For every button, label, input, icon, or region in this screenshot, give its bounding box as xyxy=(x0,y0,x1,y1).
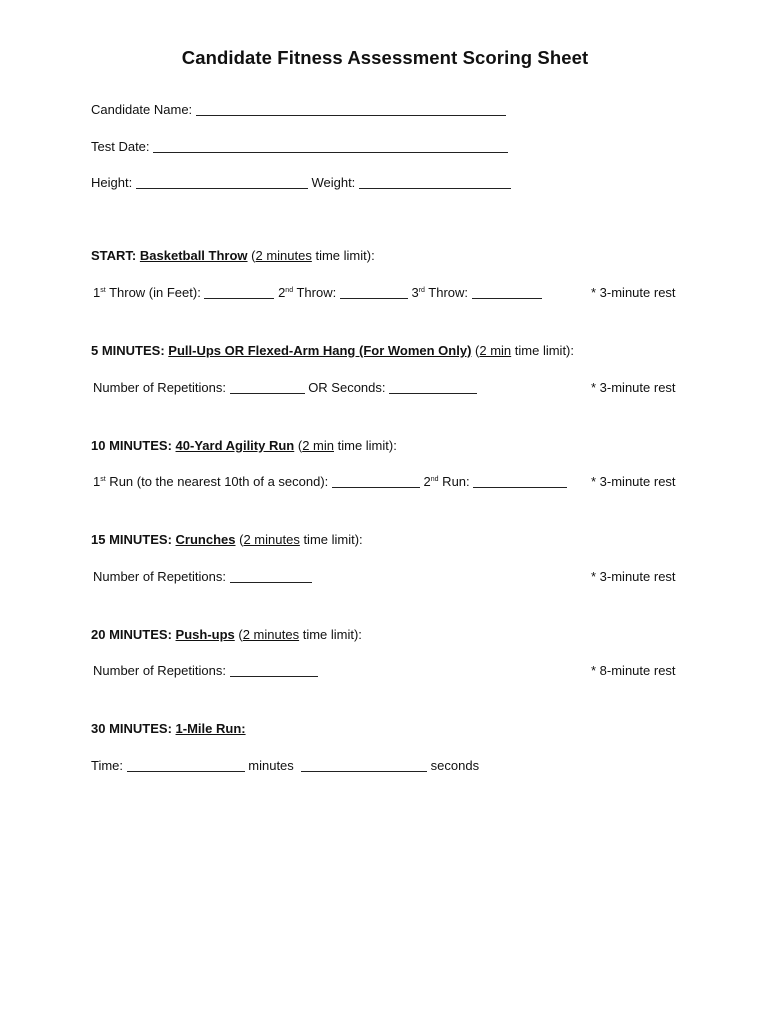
section-time: 10 MINUTES: xyxy=(91,438,172,453)
event-name: 40-Yard Agility Run xyxy=(175,438,295,453)
throw1-blank[interactable] xyxy=(204,286,274,299)
limit-open: ( xyxy=(235,532,244,547)
throw1-sup: st xyxy=(100,287,106,294)
minutes-label: minutes xyxy=(244,758,294,773)
section-fifteen-heading xyxy=(91,532,363,548)
pushups-reps-blank[interactable] xyxy=(230,664,318,677)
time-limit: 2 min xyxy=(479,343,512,358)
event-name: Pull-Ups OR Flexed-Arm Hang (For Women Only) xyxy=(168,343,472,358)
section-ten-heading xyxy=(91,438,397,454)
section-five-heading xyxy=(91,343,574,359)
run1-blank[interactable] xyxy=(332,475,420,488)
rest-note: * 3-minute rest xyxy=(591,474,676,489)
limit-open: ( xyxy=(247,248,256,263)
throw3-label: Throw: xyxy=(424,285,469,300)
throw1-label: Throw (in Feet): xyxy=(105,285,201,300)
limit-close: time limit): xyxy=(311,248,375,263)
throw2-blank[interactable] xyxy=(340,286,408,299)
limit-close: time limit): xyxy=(334,438,397,453)
run1-label: Run (to the nearest 10th of a second): xyxy=(105,474,329,489)
height-weight-row xyxy=(91,175,511,191)
event-name: Basketball Throw xyxy=(139,248,248,263)
page-title: Candidate Fitness Assessment Scoring Sheet xyxy=(181,47,589,68)
pullups-reps-blank[interactable] xyxy=(230,381,305,394)
reps-label: Number of Repetitions: xyxy=(93,380,226,395)
height-blank[interactable] xyxy=(136,176,308,189)
seconds-label: seconds xyxy=(427,758,480,773)
candidate-name-row xyxy=(91,102,506,118)
throw3-sup: rd xyxy=(418,287,425,294)
time-label: Time: xyxy=(91,758,124,773)
rest-note: * 8-minute rest xyxy=(591,663,676,678)
rest-note: * 3-minute rest xyxy=(591,285,676,300)
crunches-reps-blank[interactable] xyxy=(230,570,312,583)
mile-minutes-blank[interactable] xyxy=(127,759,245,772)
weight-label: Weight: xyxy=(311,175,356,190)
run2-num: 2 xyxy=(423,474,431,489)
section-thirty-heading xyxy=(91,721,246,737)
hang-seconds-blank[interactable] xyxy=(389,381,477,394)
run2-label: Run: xyxy=(438,474,470,489)
section-twenty-heading xyxy=(91,627,362,643)
section-time: 5 MINUTES: xyxy=(91,343,165,358)
event-name: Crunches xyxy=(175,532,236,547)
candidate-name-label: Candidate Name: xyxy=(91,102,193,117)
throw2-sup: nd xyxy=(285,287,294,294)
throw3-blank[interactable] xyxy=(472,286,542,299)
section-time: 15 MINUTES: xyxy=(91,532,172,547)
throw2-num: 2 xyxy=(278,285,286,300)
height-label: Height: xyxy=(91,175,133,190)
rest-note: * 3-minute rest xyxy=(591,569,676,584)
time-limit: 2 minutes xyxy=(255,248,312,263)
mile-seconds-blank[interactable] xyxy=(301,759,427,772)
section-time: 30 MINUTES: xyxy=(91,721,172,736)
time-limit: 2 min xyxy=(302,438,334,453)
throw2-label: Throw: xyxy=(293,285,337,300)
section-time: START: xyxy=(91,248,137,263)
weight-blank[interactable] xyxy=(359,176,511,189)
rest-note: * 3-minute rest xyxy=(591,380,676,395)
event-name: Push-ups xyxy=(175,627,235,642)
agility-runs-row xyxy=(93,474,567,490)
limit-open: ( xyxy=(471,343,480,358)
run1-num: 1 xyxy=(93,474,101,489)
limit-close: time limit): xyxy=(511,343,575,358)
limit-open: ( xyxy=(294,438,303,453)
throws-row xyxy=(93,285,542,301)
run1-sup: st xyxy=(100,476,106,483)
throw1-num: 1 xyxy=(93,285,101,300)
limit-close: time limit): xyxy=(299,627,362,642)
time-limit: 2 minutes xyxy=(243,532,300,547)
test-date-blank[interactable] xyxy=(153,140,508,153)
pushups-row xyxy=(93,663,318,679)
or-seconds-label: OR Seconds: xyxy=(304,380,386,395)
reps-label: Number of Repetitions: xyxy=(93,663,226,678)
section-time: 20 MINUTES: xyxy=(91,627,172,642)
run2-sup: nd xyxy=(430,476,439,483)
limit-close: time limit): xyxy=(299,532,363,547)
test-date-row xyxy=(91,139,508,155)
candidate-name-blank[interactable] xyxy=(196,103,506,116)
test-date-label: Test Date: xyxy=(91,139,150,154)
section-start-heading xyxy=(91,248,375,264)
run2-blank[interactable] xyxy=(473,475,567,488)
reps-label: Number of Repetitions: xyxy=(93,569,226,584)
event-name: 1-Mile Run: xyxy=(175,721,246,736)
pullups-row xyxy=(93,380,477,396)
limit-open: ( xyxy=(234,627,243,642)
mile-time-row xyxy=(91,758,479,774)
crunches-row xyxy=(93,569,312,585)
throw3-num: 3 xyxy=(411,285,419,300)
time-limit: 2 minutes xyxy=(242,627,300,642)
